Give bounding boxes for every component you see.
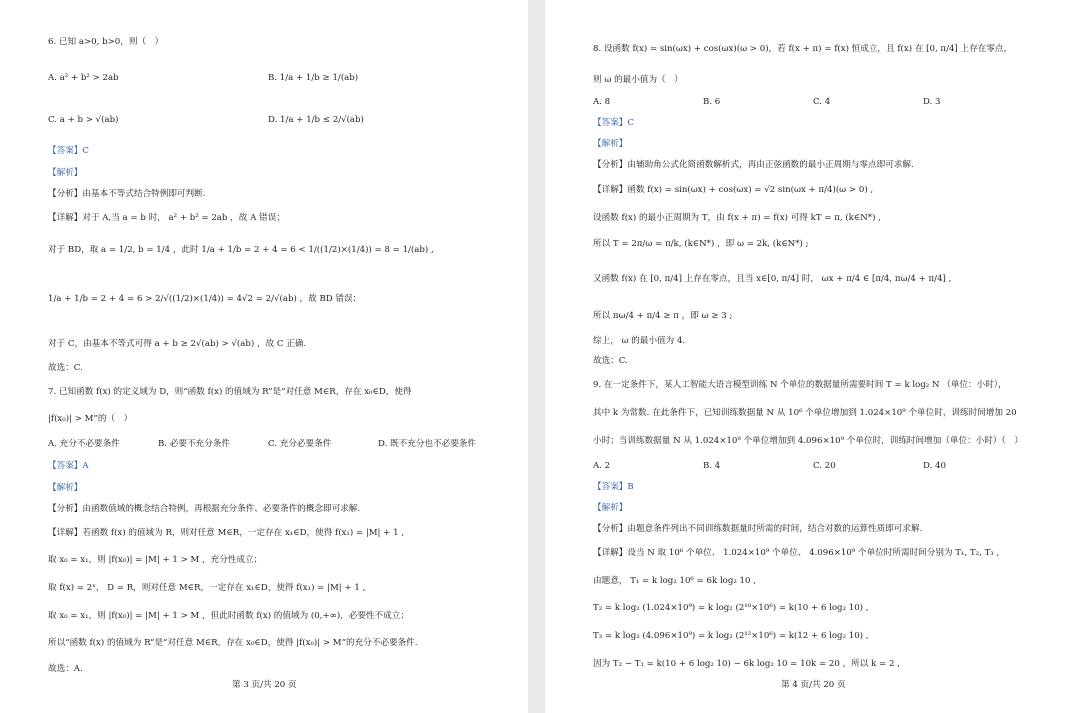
- option-c: C. 20: [813, 461, 836, 471]
- detail-text: 综上， ω 的最小值为 4.: [593, 336, 686, 346]
- detail-text: 又函数 f(x) 在 [0, π/4] 上存在零点，且当 x∈[0, π/4] 时， ωx + π/4 ∈ [π/4, πω/4 + π/4] ,: [593, 274, 952, 284]
- option-a: A. 2: [593, 461, 611, 471]
- option-b: B. 6: [703, 97, 721, 107]
- answer-label: 【答案】C: [48, 146, 89, 156]
- option-d: D. 既不充分也不必要条件: [378, 439, 476, 449]
- detail-text: 取 x₀ = x₁，则 |f(x₀)| = |M| + 1 > M ，充分性成立；: [48, 555, 263, 565]
- answer-label: 【答案】C: [593, 118, 634, 128]
- detail-text: 1/a + 1/b = 2 + 4 = 6 > 2/√((1/2)×(1/4)) = 4√2 = 2/√(ab) ，故 BD 错误；: [48, 294, 362, 304]
- option-a: A. 充分不必要条件: [48, 439, 120, 449]
- detail-text: 所以“函数 f(x) 的值域为 R”是“对任意 M∈R，存在 x₀∈D，使得 |f(x₀)| > M”的充分不必要条件.: [48, 638, 418, 648]
- analysis-text: 【分析】由基本不等式结合特例即可判断.: [48, 189, 206, 199]
- question-7-stem: 7. 已知函数 f(x) 的定义域为 D，则“函数 f(x) 的值域为 R”是“对任意 M∈R，存在 x₀∈D，使得: [48, 387, 412, 397]
- conclusion-text: 故选：C.: [593, 356, 628, 366]
- answer-label: 【答案】B: [593, 482, 634, 492]
- solution-label: 【解析】: [48, 168, 83, 178]
- detail-text: 所以 T = 2π/ω = π/k, (k∈N*) ，即 ω = 2k, (k∈N*) ;: [593, 239, 809, 249]
- detail-text: T₃ = k log₂ (4.096×10⁹) = k log₂ (2¹²×10⁶) = k(12 + 6 log₂ 10) ,: [593, 631, 869, 641]
- question-9-stem: 其中 k 为常数. 在此条件下，已知训练数据量 N 从 10⁶ 个单位增加到 1.024×10⁹ 个单位时，训练时间增加 20: [593, 408, 1017, 418]
- option-d: D. 1/a + 1/b ≤ 2/√(ab): [268, 115, 364, 125]
- question-7-stem: |f(x₀)| > M”的（ ）: [48, 414, 133, 424]
- detail-text: 因为 T₂ − T₁ = k(10 + 6 log₂ 10) − 6k log₂ 10 = 10k = 20 ，所以 k = 2 ,: [593, 659, 900, 669]
- analysis-text: 【分析】由函数值域的概念结合特例，再根据充分条件、必要条件的概念即可求解.: [48, 504, 361, 514]
- option-b: B. 4: [703, 461, 721, 471]
- question-8-stem: 8. 设函数 f(x) = sin(ωx) + cos(ωx)(ω > 0)，若 f(x + π) = f(x) 恒成立，且 f(x) 在 [0, π/4] 上存在零点，: [593, 44, 1013, 54]
- question-6-stem: 6. 已知 a>0, b>0，则（ ）: [48, 37, 164, 47]
- option-b: B. 1/a + 1/b ≥ 1/(ab): [268, 73, 359, 83]
- conclusion-text: 故选：A.: [48, 664, 83, 674]
- analysis-text: 【分析】由辅助角公式化简函数解析式，再由正弦函数的最小正周期与零点即可求解.: [593, 160, 914, 170]
- detail-text: 对于 BD，取 a = 1/2, b = 1/4 ，此时 1/a + 1/b = 2 + 4 = 6 < 1/((1/2)×(1/4)) = 8 = 1/(ab) ,: [48, 245, 434, 255]
- detail-text: 取 f(x) = 2ˣ， D = R，则对任意 M∈R，一定存在 x₁∈D，使得 f(x₁) = |M| + 1 ,: [48, 583, 366, 593]
- detail-text: 所以 πω/4 + π/4 ≥ π ，即 ω ≥ 3 ;: [593, 311, 733, 321]
- detail-text: 【详解】对于 A,当 a = b 时， a² + b² = 2ab ，故 A 错误；: [48, 213, 285, 223]
- option-c: C. a + b > √(ab): [48, 115, 119, 125]
- detail-text: 由题意， T₁ = k log₂ 10⁶ = 6k log₂ 10 ,: [593, 576, 756, 586]
- page-4: [545, 0, 1080, 713]
- question-9-stem: 9. 在一定条件下，某人工智能大语言模型训练 N 个单位的数据量所需要时间 T = k log₂ N （单位：小时），: [593, 380, 1007, 390]
- detail-text: 取 x₀ = x₁，则 |f(x₀)| = |M| + 1 > M ，但此时函数 f(x) 的值域为 (0,+∞)，必要性不成立；: [48, 611, 409, 621]
- option-d: D. 40: [923, 461, 946, 471]
- option-c: C. 4: [813, 97, 831, 107]
- answer-label: 【答案】A: [48, 461, 89, 471]
- solution-label: 【解析】: [48, 483, 83, 493]
- detail-text: T₂ = k log₂ (1.024×10⁹) = k log₂ (2¹⁰×10⁶) = k(10 + 6 log₂ 10) ,: [593, 603, 869, 613]
- detail-text: 【详解】设当 N 取 10⁶ 个单位、 1.024×10⁹ 个单位、 4.096×10⁹ 个单位时所需时间分别为 T₁, T₂, T₃ ,: [593, 548, 1000, 558]
- detail-text: 对于 C，由基本不等式可得 a + b ≥ 2√(ab) > √(ab) ，故 C 正确.: [48, 339, 307, 349]
- detail-text: 【详解】若函数 f(x) 的值域为 R，则对任意 M∈R，一定存在 x₁∈D，使得 f(x₁) = |M| + 1 ,: [48, 528, 405, 538]
- option-d: D. 3: [923, 97, 941, 107]
- conclusion-text: 故选：C.: [48, 363, 83, 373]
- option-b: B. 必要不充分条件: [158, 439, 230, 449]
- page-footer: 第 3 页/共 20 页: [232, 680, 297, 690]
- option-a: A. a² + b² > 2ab: [48, 73, 119, 83]
- option-c: C. 充分必要条件: [268, 439, 332, 449]
- page-3: [0, 0, 528, 713]
- solution-label: 【解析】: [593, 503, 628, 513]
- detail-text: 【详解】函数 f(x) = sin(ωx) + cos(ωx) = √2 sin(ωx + π/4)(ω > 0) ,: [593, 185, 874, 195]
- detail-text: 设函数 f(x) 的最小正周期为 T，由 f(x + π) = f(x) 可得 kT = π, (k∈N*) ,: [593, 213, 881, 223]
- page-footer: 第 4 页/共 20 页: [781, 680, 846, 690]
- question-9-stem: 小时；当训练数据量 N 从 1.024×10⁹ 个单位增加到 4.096×10⁹ 个单位时，训练时间增加（单位：小时）（ ）: [593, 436, 1023, 446]
- question-8-stem: 则 ω 的最小值为（ ）: [593, 75, 683, 85]
- option-a: A. 8: [593, 97, 611, 107]
- solution-label: 【解析】: [593, 139, 628, 149]
- analysis-text: 【分析】由题意条件列出不同训练数据量时所需的时间，结合对数的运算性质即可求解.: [593, 524, 923, 534]
